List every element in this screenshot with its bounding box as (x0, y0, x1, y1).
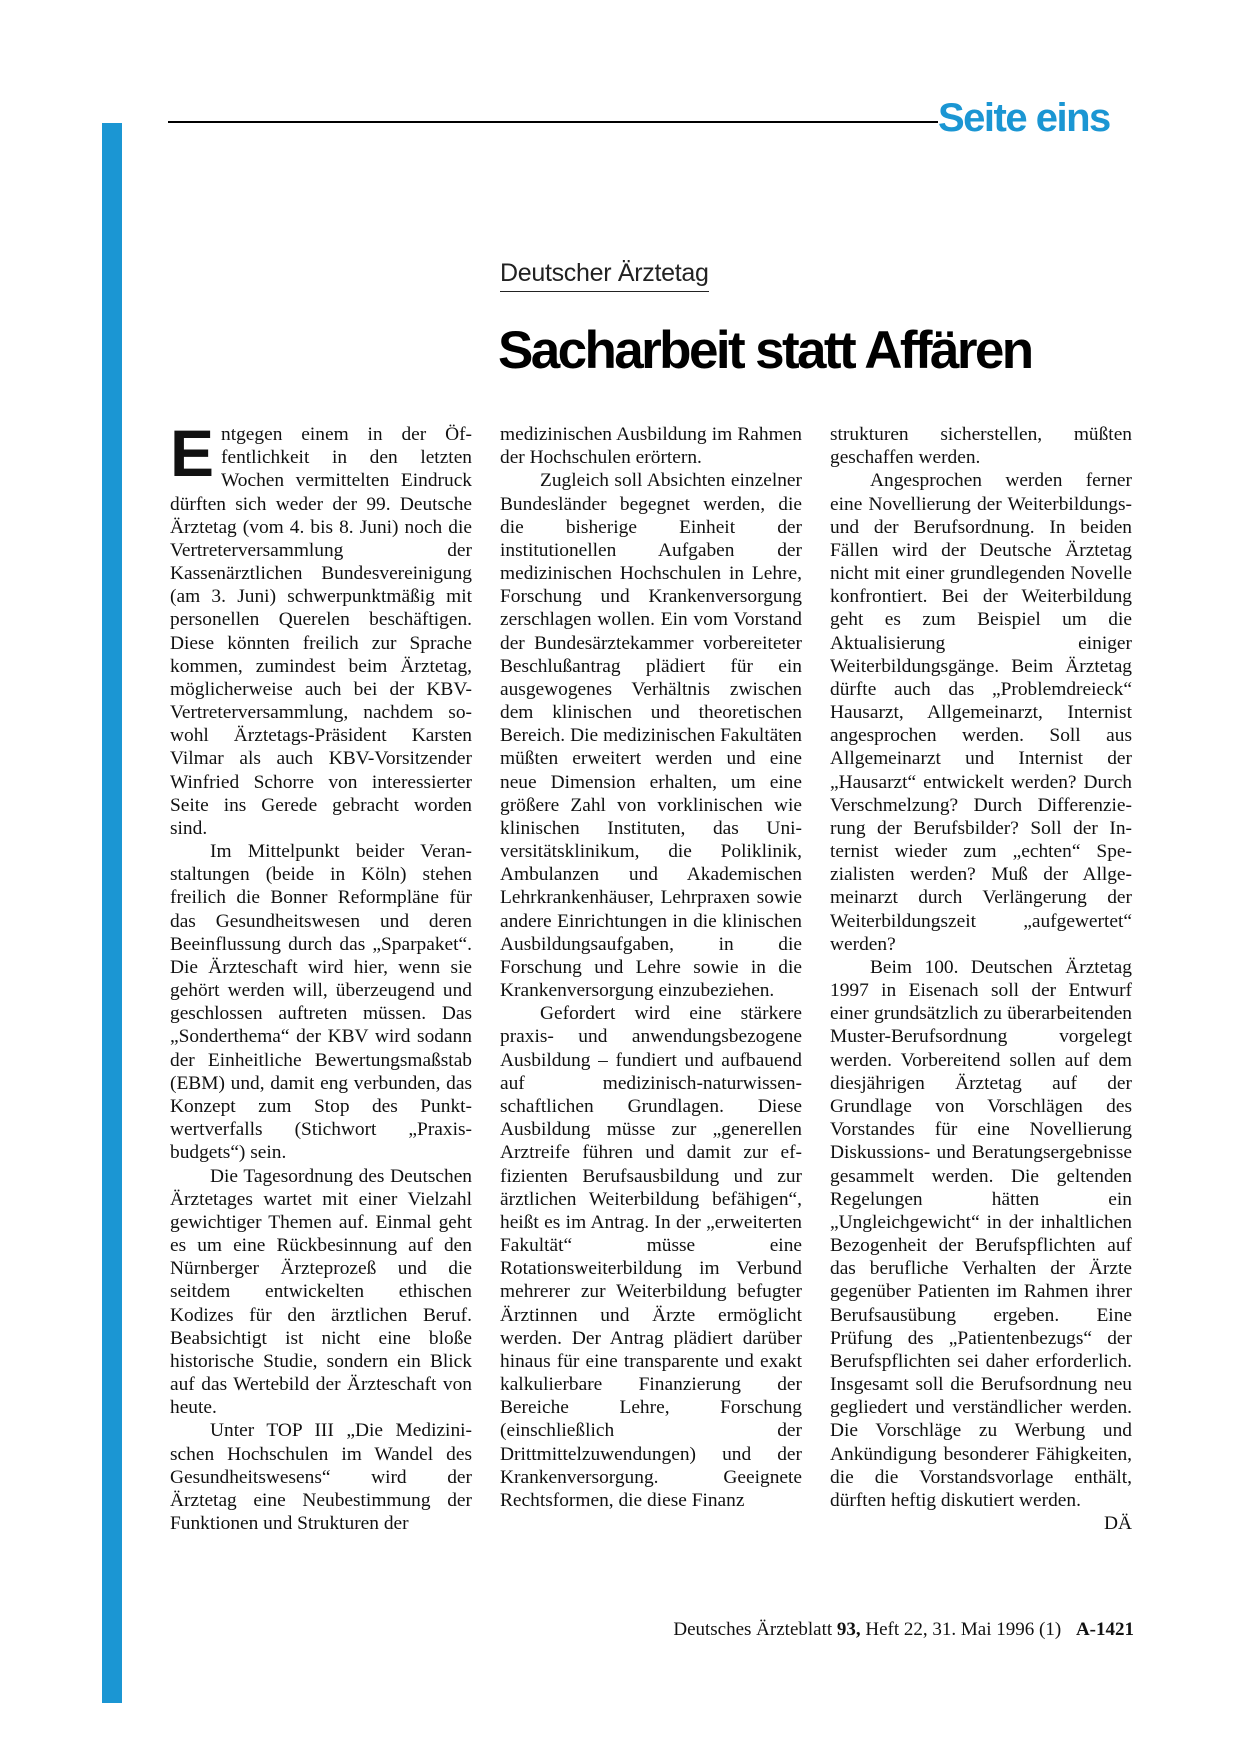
page-number: A-1421 (1075, 1619, 1134, 1640)
paragraph-text: ntgegen einem in der Öffentlichkeit in den letzten Wochen vermittelten Eindruck dürften sich weder der 99. Deutsche Ärztetag (vom 4. bis 8. Juni) noch die Vertreterversammlung der Kassenärztlichen Bundesvereinigung (am 3. Juni) schwerpunktmäßig mit personellen Querelen beschäftigen. Diese könnten freilich zur Sprache kommen, zumindest beim Ärztetag, möglicherweise auch bei der KBV-Vertreterversammlung, nachdem sowohl Ärztetags-Präsident Karsten Vilmar als auch KBV-Vorsitzender Winfried Schorre von interessierter Seite ins Gerede gebracht worden sind. (170, 424, 472, 839)
journal-volume: 93, (836, 1619, 861, 1640)
article-paragraph: Zugleich soll Absichten einzelner Bundesländer begegnet werden, die die bisherige Einheit der institutionellen Aufgaben der medizinischen Hochschulen in Lehre, Forschung und Krankenversorgung zerschlagen wollen. Ein vom Vorstand der Bundesärztekammer vorbereiteter Beschlußantrag plädiert für ein ausgewogenes Verhältnis zwischen dem klinischen und theoretischen Bereich. Die medizinischen Fakultäten müßten erweitert werden und eine neue Dimension erhalten, um eine größere Zahl von vorklinischen wie klinischen Instituten, das Universitätsklinikum, die Poliklinik, Ambulanzen und Akademischen Lehrkrankenhäuser, Lehrpraxen sowie andere Einrichtungen in die klinischen Ausbildungsaufgaben, in die Forschung und Lehre sowie in die Krankenversorgung einzubeziehen. (500, 470, 802, 1002)
article-paragraph (830, 956, 1132, 1535)
top-rule (168, 121, 938, 123)
drop-cap: E (170, 416, 215, 490)
article-paragraph: Unter TOP III „Die Medizinischen Hochschulen im Wandel des Gesundheitswesens“ wird der Ärztetag eine Neubestimmung der Funktionen und Strukturen der (170, 1420, 472, 1535)
article-column-2 (500, 423, 802, 1512)
article-paragraph: Angesprochen werden ferner eine Novellierung der Weiterbildungs- und der Berufsordnung. In beiden Fällen wird der Deutsche Ärztetag nicht mit einer grundlegenden Novelle konfrontiert. Bei der Weiterbildung geht es zum Beispiel um die Aktualisierung einiger Weiterbildungsgänge. Beim Ärztetag dürfte auch das „Problemdreieck“ Hausarzt, Allgemeinarzt, Internist angesprochen werden. Soll aus Allgemeinarzt und Internist der „Hausarzt“ entwickelt werden? Durch Verschmelzung? Durch Differenzierung der Berufsbilder? Soll der Internist wieder zum „echten“ Spezialisten werden? Muß der Allgemeinarzt durch Verlängerung der Weiterbildungszeit „aufgewertet“ werden? (830, 470, 1132, 955)
section-label: Seite eins (938, 96, 1110, 140)
article-paragraph (170, 416, 472, 840)
article-paragraph: strukturen sicherstellen, müßten geschaffen werden. (830, 424, 1132, 469)
article-paragraph: Gefordert wird eine stärkere praxis- und anwendungsbezogene Ausbildung – fundiert und aufbauend auf medizinisch-naturwissenschaftlichen Grundlagen. Diese Ausbildung müsse zur „generellen Arztreife führen und damit zur effizienten Berufsausbildung und zur ärztlichen Weiterbildung befähigen“, heißt es im Antrag. In der „erweiterten Fakultät“ müsse eine Rotationsweiterbildung im Verbund mehrerer zur Weiterbildung befugter Ärztinnen und Ärzte ermöglicht werden. Der Antrag plädiert darüber hinaus für eine transparente und exakt kalkulierbare Finanzierung der Bereiche Lehre, Forschung (einschließlich der Drittmittelzuwendungen) und der Krankenversorgung. Geeignete Rechtsformen, die diese Finanz (500, 1003, 802, 1511)
article-column-1 (170, 416, 472, 1535)
side-accent-bar (102, 123, 122, 1703)
article-kicker: Deutscher Ärztetag (500, 259, 709, 292)
author-signature: DÄ (1103, 1513, 1132, 1535)
issue-info: Heft 22, 31. Mai 1996 (1) (865, 1619, 1062, 1640)
article-paragraph: medizinischen Ausbildung im Rahmen der Hochschulen erörtern. (500, 424, 802, 469)
article-headline: Sacharbeit statt Affären (498, 321, 1032, 380)
journal-name: Deutsches Ärzteblatt (673, 1619, 833, 1640)
paragraph-text: Beim 100. Deutschen Ärztetag 1997 in Eisenach soll der Entwurf einer grundsätzlich zu überarbeitenden Muster-Berufsordnung vorgelegt werden. Vorbereitend sollen auf dem diesjährigen Ärztetag auf der Grundlage von Vorschlägen des Vorstandes für eine Novellierung Diskussions- und Beratungsergebnisse gesammelt werden. Die geltenden Regelungen hätten ein „Ungleichgewicht“ in der inhaltlichen Bezogenheit der Berufspflichten auf das berufliche Verhalten der Ärzte gegenüber Patienten im Rahmen ihrer Berufsausübung ergeben. Eine Prüfung des „Patientenbezugs“ der Berufspflichten sei daher erforderlich. Insgesamt soll die Berufsordnung neu gegliedert und verständlicher werden. Die Vorschläge zu Werbung und Ankündigung besonderer Fähigkeiten, die die Vorstandsvorlage enthält, dürften heftig diskutiert werden. (830, 956, 1132, 1511)
article-paragraph: Die Tagesordnung des Deutschen Ärztetages wartet mit einer Vielzahl gewichtiger Themen auf. Einmal geht es um eine Rückbesinnung auf den Nürnberger Ärzteprozeß und die seitdem entwickelten ethischen Kodizes für den ärztlichen Beruf. Beabsichtigt ist nicht eine bloße historische Studie, sondern ein Blick auf das Wertebild der Ärzteschaft von heute. (170, 1165, 472, 1419)
article-column-3 (830, 423, 1132, 1535)
article-paragraph: Im Mittelpunkt beider Veranstaltungen (beide in Köln) stehen freilich die Bonner Reformpläne für das Gesundheitswesen und deren Beeinflussung durch das „Sparpaket“. Die Ärzteschaft wird hier, wenn sie gehört werden will, überzeugend und geschlossen auftreten müssen. Das „Sonderthema“ der KBV wird sodann der Einheitliche Bewertungsmaßstab (EBM) und, damit eng verbunden, das Konzept zum Stop des Punktwertverfalls (Stichwort „Praxisbudgets“) sein. (170, 841, 472, 1164)
page-footer (673, 1619, 1134, 1641)
